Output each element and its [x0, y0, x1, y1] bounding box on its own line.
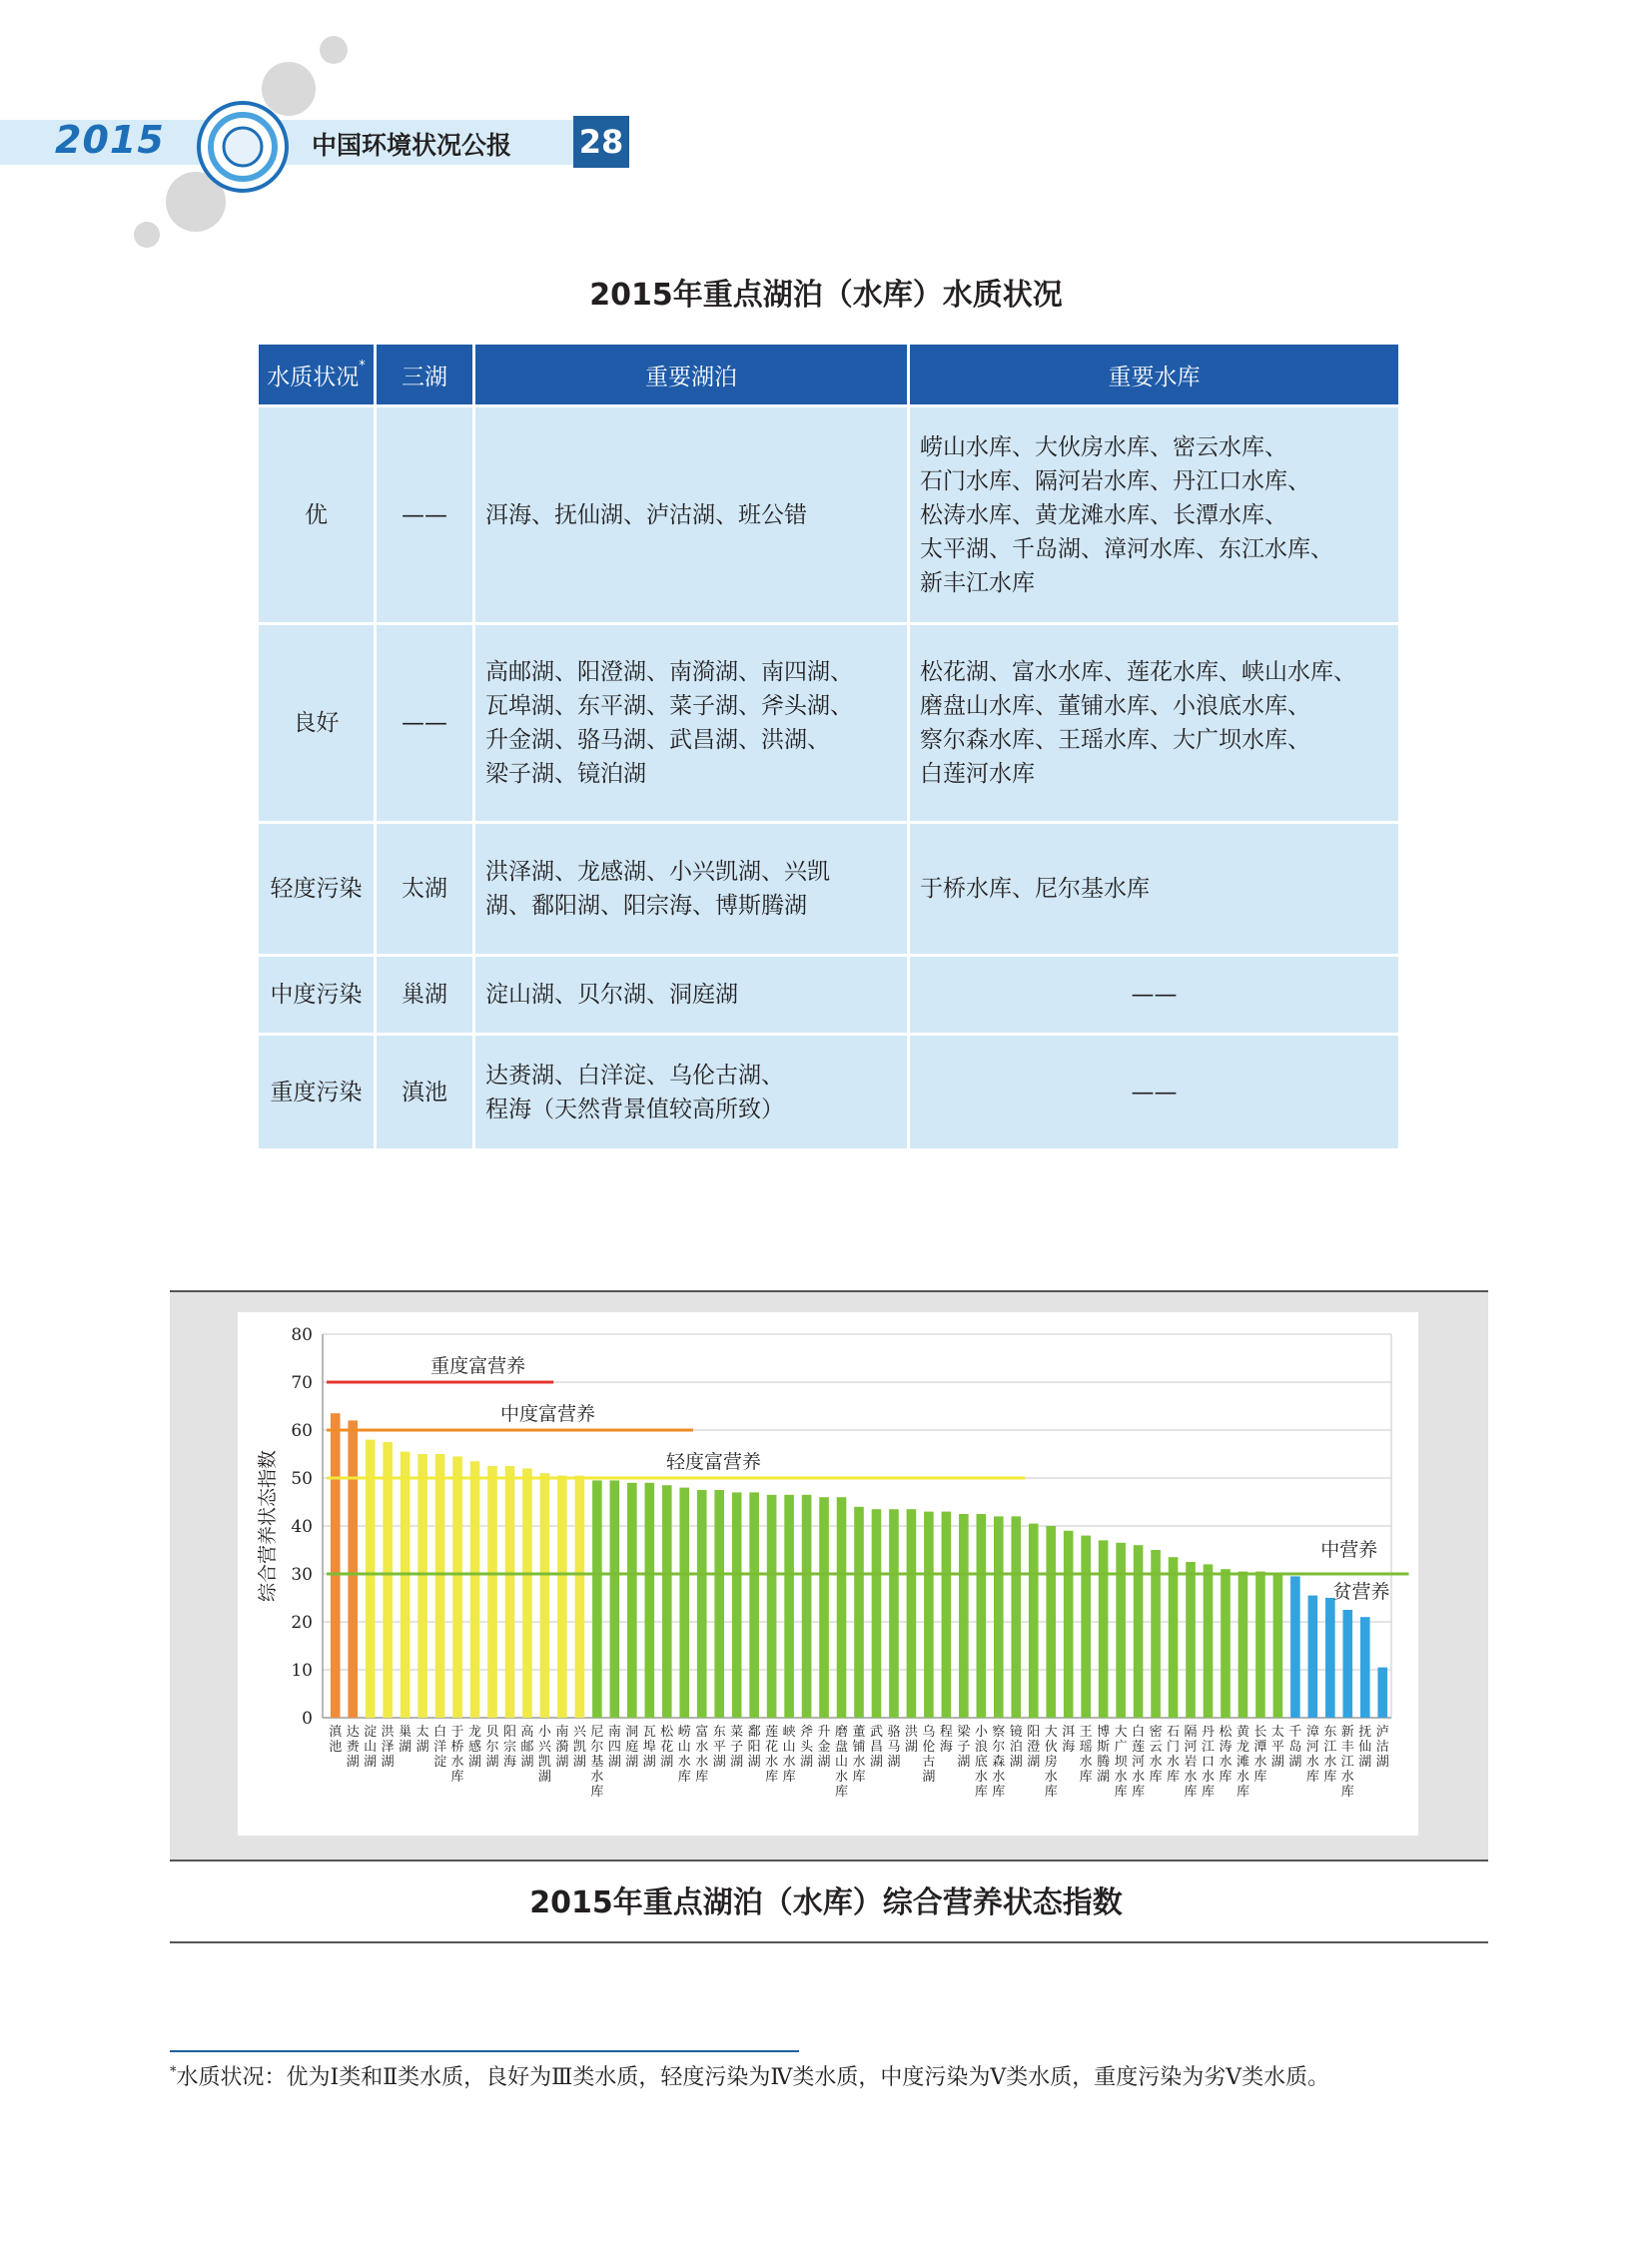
bar — [714, 1490, 724, 1718]
x-tick-label: 滇池 — [329, 1725, 343, 1755]
x-tick-label: 博斯腾湖 — [1097, 1725, 1111, 1785]
bar — [1377, 1668, 1387, 1718]
bar — [575, 1476, 585, 1718]
x-tick-label: 小兴凯湖 — [537, 1725, 551, 1785]
table-row — [259, 407, 1398, 622]
x-tick-label: 阳澄湖 — [1027, 1725, 1041, 1770]
cell-lakes: 高邮湖、阳澄湖、南漪湖、南四湖、 瓦埠湖、东平湖、菜子湖、斧头湖、 升金湖、骆马湖、武昌湖、洪湖、 梁子湖、镜泊湖 — [475, 625, 907, 821]
bar — [959, 1514, 969, 1718]
x-tick-label: 王瑶水库 — [1079, 1725, 1093, 1785]
cell-status: 轻度污染 — [259, 824, 374, 954]
table-header-row — [259, 345, 1398, 404]
x-tick-label: 泸沽湖 — [1375, 1725, 1389, 1770]
x-tick-label: 贝尔湖 — [485, 1725, 499, 1770]
x-tick-label: 尼尔基水库 — [590, 1725, 604, 1800]
x-tick-label: 乌伦古湖 — [922, 1725, 936, 1785]
x-tick-label: 密云水库 — [1149, 1725, 1163, 1785]
chart-panel — [238, 1312, 1418, 1836]
y-tick-label: 30 — [291, 1565, 313, 1585]
cell-status: 良好 — [259, 625, 374, 821]
y-tick-label: 20 — [291, 1613, 313, 1633]
bar — [592, 1480, 602, 1718]
x-tick-label: 石门水库 — [1167, 1725, 1181, 1785]
x-tick-label: 程海 — [939, 1725, 953, 1755]
bar — [819, 1497, 829, 1718]
bar — [872, 1509, 882, 1718]
x-tick-label: 长潭水库 — [1253, 1725, 1267, 1785]
cell-reservoirs: 崂山水库、大伙房水库、密云水库、 石门水库、隔河岩水库、丹江口水库、 松涛水库、黄龙滩水库、长潭水库、 太平湖、千岛湖、漳河水库、东江水库、 新丰江水库 — [910, 407, 1398, 622]
x-tick-label: 洱海 — [1062, 1725, 1076, 1755]
x-tick-label: 菜子湖 — [730, 1725, 744, 1770]
bar — [487, 1466, 497, 1718]
bar — [366, 1440, 376, 1718]
x-tick-label: 升金湖 — [817, 1725, 831, 1770]
trophic-index-chart — [238, 1312, 1418, 1836]
x-tick-label: 白洋淀 — [433, 1725, 447, 1770]
header-three-lakes: 三湖 — [377, 345, 472, 404]
bar — [1116, 1543, 1126, 1718]
header-logo-icon — [196, 100, 290, 194]
bar — [679, 1488, 689, 1718]
water-quality-table — [256, 342, 1401, 1151]
x-tick-label: 莲花水库 — [765, 1725, 779, 1785]
bar — [1081, 1536, 1091, 1718]
x-tick-label: 武昌湖 — [869, 1725, 883, 1770]
x-tick-label: 黄龙滩水库 — [1236, 1725, 1249, 1800]
bar — [837, 1497, 847, 1718]
bar — [1011, 1516, 1021, 1718]
bar — [522, 1468, 532, 1718]
x-tick-label: 南漪湖 — [555, 1725, 569, 1770]
header-status: 水质状况* — [259, 345, 374, 404]
x-tick-label: 大伙房水库 — [1044, 1725, 1058, 1800]
cell-reservoirs: 松花湖、富水水库、莲花水库、峡山水库、 磨盘山水库、董铺水库、小浪底水库、 察尔森水库、王瑶水库、大广坝水库、 白莲河水库 — [910, 625, 1398, 821]
cell-three-lakes: —— — [377, 625, 472, 821]
chart-caption: 2015年重点湖泊（水库）综合营养状态指数 — [529, 1885, 1123, 1920]
bar — [383, 1442, 393, 1718]
cell-status: 优 — [259, 407, 374, 622]
bar — [331, 1413, 341, 1718]
table-row — [259, 824, 1398, 954]
bar — [697, 1490, 707, 1718]
x-tick-label: 白莲河水库 — [1132, 1725, 1146, 1800]
footnote: *水质状况：优为Ⅰ类和Ⅱ类水质，良好为Ⅲ类水质，轻度污染为Ⅳ类水质，中度污染为Ⅴ类水质，重度污染为劣Ⅴ类水质。 — [170, 2064, 1330, 2090]
x-tick-label: 新丰江水库 — [1340, 1725, 1354, 1800]
bar — [1360, 1617, 1370, 1718]
x-tick-label: 南四湖 — [607, 1725, 621, 1770]
bar — [907, 1509, 917, 1718]
x-tick-label: 松涛水库 — [1219, 1725, 1233, 1785]
threshold-label: 中度富营养 — [499, 1403, 595, 1425]
y-tick-label: 10 — [291, 1661, 313, 1681]
bar — [557, 1476, 567, 1718]
x-tick-label: 洪泽湖 — [381, 1725, 395, 1770]
x-tick-label: 鄱阳湖 — [747, 1725, 761, 1770]
y-axis-label: 综合营养状态指数 — [257, 1449, 279, 1603]
bar — [1239, 1572, 1248, 1718]
header-title: 中国环境状况公报 — [312, 131, 512, 160]
bar — [1308, 1596, 1318, 1718]
x-tick-label: 峡山水库 — [782, 1725, 796, 1785]
cell-reservoirs: —— — [910, 1036, 1398, 1148]
bar — [1290, 1576, 1300, 1718]
cell-lakes: 洱海、抚仙湖、泸沽湖、班公错 — [475, 407, 907, 622]
bar — [348, 1420, 358, 1718]
x-tick-label: 磨盘山水库 — [835, 1725, 849, 1800]
bar — [1186, 1562, 1196, 1718]
x-tick-label: 梁子湖 — [957, 1725, 971, 1770]
header-reservoirs: 重要水库 — [910, 345, 1398, 404]
x-tick-label: 丹江口水库 — [1202, 1725, 1216, 1800]
header-year: 2015 — [55, 118, 165, 162]
y-tick-label: 60 — [291, 1421, 313, 1441]
bar — [994, 1516, 1004, 1718]
bar — [889, 1509, 899, 1718]
bar — [1221, 1569, 1231, 1718]
table-row — [259, 957, 1398, 1033]
x-tick-label: 瓦埠湖 — [642, 1725, 656, 1770]
x-tick-label: 于桥水库 — [450, 1725, 464, 1785]
decor-dot — [134, 222, 160, 248]
x-tick-label: 千岛湖 — [1288, 1725, 1302, 1770]
bar — [401, 1452, 411, 1718]
cell-three-lakes: —— — [377, 407, 472, 622]
threshold-label: 中营养 — [1320, 1539, 1378, 1561]
x-tick-label: 大广坝水库 — [1114, 1725, 1128, 1800]
x-tick-label: 兴凯湖 — [572, 1725, 586, 1770]
decor-dot — [320, 36, 348, 64]
x-tick-label: 洞庭湖 — [625, 1725, 639, 1770]
bar — [1099, 1540, 1109, 1718]
cell-status: 重度污染 — [259, 1036, 374, 1148]
x-tick-label: 斧头湖 — [800, 1725, 814, 1770]
x-tick-label: 抚仙湖 — [1358, 1725, 1372, 1770]
bar — [452, 1456, 462, 1718]
bar — [749, 1492, 759, 1718]
x-tick-label: 察尔森水库 — [992, 1725, 1006, 1800]
x-tick-label: 太平湖 — [1270, 1725, 1284, 1770]
table-row — [259, 1036, 1398, 1148]
bar — [767, 1495, 777, 1718]
cell-lakes: 达赉湖、白洋淀、乌伦古湖、 程海（天然背景值较高所致） — [475, 1036, 907, 1148]
bar — [1204, 1564, 1214, 1718]
threshold-label: 重度富营养 — [430, 1355, 526, 1377]
cell-reservoirs: —— — [910, 957, 1398, 1033]
footnote-rule — [170, 2050, 799, 2052]
table-title: 2015年重点湖泊（水库）水质状况 — [589, 278, 1063, 313]
chart-frame — [170, 1290, 1488, 1862]
x-tick-label: 隔河岩水库 — [1184, 1725, 1198, 1800]
x-tick-label: 洪湖 — [904, 1725, 918, 1755]
bar — [1169, 1557, 1179, 1718]
x-tick-label: 东平湖 — [712, 1725, 726, 1770]
bar — [540, 1473, 550, 1718]
x-tick-label: 达赉湖 — [346, 1725, 360, 1770]
x-tick-label: 高邮湖 — [520, 1725, 534, 1770]
cell-lakes: 淀山湖、贝尔湖、洞庭湖 — [475, 957, 907, 1033]
threshold-label: 轻度富营养 — [666, 1451, 762, 1473]
cell-status: 中度污染 — [259, 957, 374, 1033]
x-tick-label: 漳河水库 — [1305, 1725, 1319, 1785]
y-tick-label: 40 — [291, 1517, 313, 1537]
x-tick-label: 骆马湖 — [887, 1725, 901, 1770]
bar — [662, 1485, 672, 1718]
bar — [644, 1483, 654, 1718]
header-lakes: 重要湖泊 — [475, 345, 907, 404]
caption-rule — [170, 1941, 1488, 1943]
bar — [435, 1454, 445, 1718]
bar — [1046, 1526, 1056, 1718]
bar — [1029, 1524, 1039, 1718]
bar — [942, 1512, 952, 1718]
y-tick-label: 0 — [302, 1709, 313, 1729]
y-tick-label: 50 — [291, 1469, 313, 1489]
x-tick-label: 淀山湖 — [364, 1725, 378, 1770]
bar — [1134, 1545, 1144, 1718]
bar — [1325, 1598, 1335, 1718]
x-tick-label: 崂山水库 — [677, 1725, 691, 1785]
x-tick-label: 东江水库 — [1323, 1725, 1337, 1785]
bar — [505, 1466, 515, 1718]
bar — [1343, 1610, 1353, 1718]
bar — [802, 1495, 812, 1718]
x-tick-label: 太湖 — [415, 1725, 429, 1755]
table-row — [259, 625, 1398, 821]
y-tick-label: 80 — [291, 1325, 313, 1345]
bar — [784, 1495, 794, 1718]
oligotrophic-label: 贫营养 — [1332, 1581, 1390, 1603]
bar — [1273, 1574, 1283, 1718]
x-tick-label: 巢湖 — [399, 1725, 413, 1755]
page-number: 28 — [573, 116, 629, 168]
x-tick-label: 董铺水库 — [852, 1725, 866, 1785]
bar — [924, 1512, 934, 1718]
cell-reservoirs: 于桥水库、尼尔基水库 — [910, 824, 1398, 954]
bar — [627, 1483, 637, 1718]
cell-three-lakes: 滇池 — [377, 1036, 472, 1148]
cell-lakes: 洪泽湖、龙感湖、小兴凯湖、兴凯 湖、鄱阳湖、阳宗海、博斯腾湖 — [475, 824, 907, 954]
bar — [977, 1514, 987, 1718]
x-tick-label: 镜泊湖 — [1009, 1725, 1023, 1770]
bar — [1064, 1531, 1074, 1718]
x-tick-label: 富水水库 — [695, 1725, 709, 1785]
x-tick-label: 松花湖 — [660, 1725, 674, 1770]
y-tick-label: 70 — [291, 1373, 313, 1393]
bar — [417, 1454, 427, 1718]
bar — [854, 1507, 864, 1718]
bar — [1255, 1572, 1265, 1718]
bar — [610, 1480, 620, 1718]
cell-three-lakes: 巢湖 — [377, 957, 472, 1033]
bar — [732, 1492, 742, 1718]
x-tick-label: 小浪底水库 — [974, 1725, 988, 1800]
bar — [470, 1461, 480, 1718]
x-tick-label: 阳宗海 — [502, 1725, 516, 1770]
cell-three-lakes: 太湖 — [377, 824, 472, 954]
x-tick-label: 龙感湖 — [468, 1725, 482, 1770]
